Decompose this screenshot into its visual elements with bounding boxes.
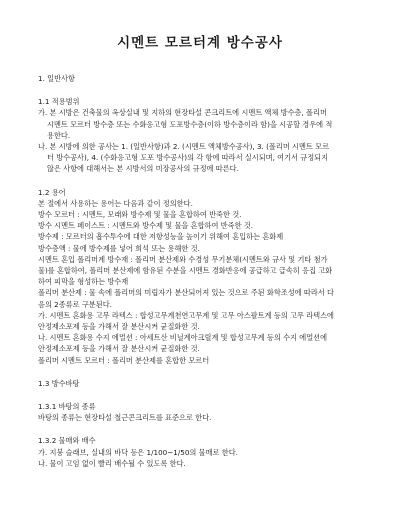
subsection-heading: 1.3.1 바탕의 종류 — [38, 402, 96, 412]
body-line: 음의 2종류로 구분된다. — [38, 299, 112, 309]
body-line: 나. 물이 고임 없이 빨리 배수될 수 있도록 한다. — [38, 458, 186, 468]
body-line: 폴리머 시멘트 모르터 : 폴리머 분산제를 혼합한 모르터 — [38, 355, 210, 365]
body-line: 가. 지붕 슬래브, 실내의 바닥 등은 1/100~1/50의 물매로 한다. — [38, 447, 238, 457]
body-line: 않은 사항에 대해서는 본 시방서의 미장공사의 규정에 따른다. — [47, 164, 239, 174]
body-line: 방수제 : 모르터의 흡수투수에 대한 저항성능을 높이기 위해여 혼입하는 혼화제 — [38, 232, 284, 242]
body-line: 나. 시멘트 혼화용 수지 에멀션 : 아세트산 비닐계아크릴계 및 합성고무계 등의 수지 에멀션에 — [38, 333, 328, 343]
body-line: 터 방수공사), 4. (수화응고형 도포 방수공사)의 각 항에 따라서 실시되며, 여기서 규정되지 — [47, 153, 329, 163]
body-line: 나. 본 시방에 의한 공사는 1. (일반사항)과 2. (시멘트 액체방수공사), 3. (폴리머 시멘트 모르 — [38, 142, 330, 152]
document-body — [38, 73, 372, 469]
body-line: 방수 시멘트 페이스트 : 시멘트와 방수제 및 물을 혼합하여 반죽한 것. — [38, 221, 254, 231]
body-line: 폴리머 분산제 : 물 속에 폴리머의 미립자가 분산되어져 있는 것으로 주된 화학조성에 따라서 다 — [38, 288, 334, 298]
section-heading: 1. 일반사항 — [38, 74, 75, 83]
body-line: 본 절에서 사용하는 용어는 다음과 같이 정의한다. — [38, 198, 193, 208]
document-title: 시멘트 모르터계 방수공사 — [117, 35, 283, 51]
body-line: 가. 시멘트 혼화용 고무 라텍스 : 합성고무계천연고무계 및 고무 아스팔트계 등의 고무 라텍스에 — [38, 310, 334, 320]
body-line: 용한다. — [47, 130, 71, 140]
body-line: 하여 피막을 형성하는 방수재 — [38, 277, 129, 287]
subsection-heading: 1.1 적용범위 — [38, 97, 80, 107]
body-line: 시멘트 모르터 방수층 또는 수화응고형 도포방수층(이하 방수층이라 함)을 시공할 경우에 적 — [47, 119, 333, 129]
body-line: 안정제소포제 등을 가해서 잘 분산시켜 균질화한 것. — [38, 322, 200, 332]
subsection-heading: 1.3 방수바탕 — [38, 378, 80, 388]
body-line: 방수 모르터 : 시멘트, 모래와 방수제 및 물을 혼합하여 반죽한 것. — [38, 210, 242, 220]
body-line: 물)를 혼합하여, 폴리머 분산제에 함유된 수분을 시멘트 경화반응에 공급하고 급속히 응집 고화 — [38, 266, 333, 276]
body-line: 안정제소포제 등을 가해서 잘 분산시켜 균질화한 것. — [38, 344, 200, 354]
subsection-heading: 1.2 용어 — [38, 187, 66, 197]
body-line: 방수층액 : 물에 방수제를 넣어 희석 또는 용해한 것. — [38, 243, 200, 253]
subsection-heading: 1.3.2 물매와 배수 — [38, 436, 96, 446]
body-line: 시멘트 혼입 폴리머계 방수재 : 폴리머 분산제와 수경성 무기분체(시멘트와 규사 및 기타 첨가 — [38, 254, 328, 264]
body-line: 가. 본 시방은 건축물의 옥상실내 및 지하의 현장타설 콘크리트에 시멘트 액체 방수층, 폴리머 — [38, 108, 327, 118]
body-line: 바탕의 종류는 현장타설 철근콘크리트를 표준으로 한다. — [38, 413, 212, 423]
